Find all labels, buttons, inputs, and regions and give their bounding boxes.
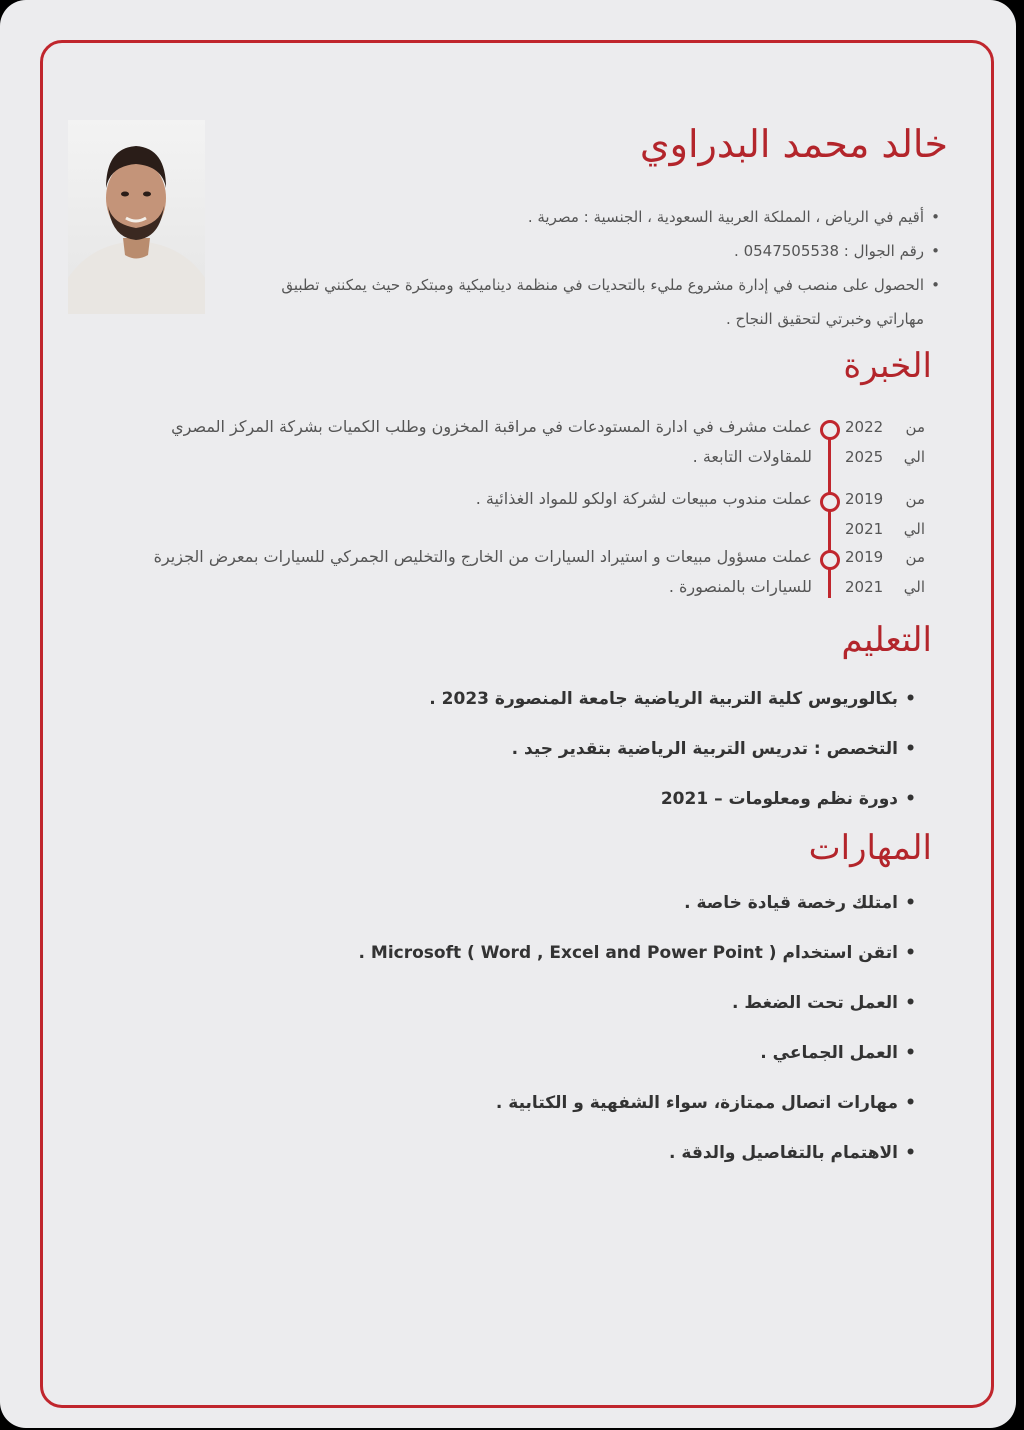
to-year: 2025 (845, 448, 884, 466)
experience-item (100, 412, 930, 476)
skills-title: المهارات (808, 828, 932, 868)
to-label: الي (903, 520, 925, 538)
experience-title: الخبرة (843, 346, 932, 386)
timeline-dot (820, 550, 840, 570)
to-label: الي (903, 448, 925, 466)
from-year: 2022 (845, 418, 884, 436)
education-title: التعليم (841, 620, 932, 660)
from-label: من (905, 418, 925, 436)
experience-description: عملت مسؤول مبيعات و استيراد السيارات من الخارج والتخليص الجمركي للسيارات بمعرض الجزيرة للسيارات بالمنصورة . (153, 547, 812, 596)
list-item: • اتقن استخدام Microsoft ( Word , Excel and Power Point ) . (266, 938, 916, 988)
experience-description: عملت مندوب مبيعات لشركة اولكو للمواد الغذائية . (475, 489, 812, 508)
timeline-dot (820, 420, 840, 440)
experience-description: عملت مشرف في ادارة المستودعات في مراقبة المخزون وطلب الكميات بشركة المركز المصري للمقاولات التابعة . (171, 417, 812, 466)
experience-item (100, 484, 930, 548)
from-year: 2019 (845, 490, 884, 508)
timeline-dot (820, 492, 840, 512)
list-item: • العمل تحت الضغط . (266, 988, 916, 1038)
experience-dates (845, 484, 925, 544)
experience-dates (845, 412, 925, 472)
experience-dates (845, 542, 925, 602)
to-year: 2021 (845, 520, 884, 538)
profile-photo (68, 120, 205, 314)
experience-item (100, 542, 930, 606)
list-item: • العمل الجماعي . (266, 1038, 916, 1088)
list-item: • بكالوريوس كلية التربية الرياضية جامعة المنصورة 2023 . (266, 684, 916, 734)
info-location: • أقيم في الرياض ، المملكة العربية السعودية ، الجنسية : مصرية . (240, 200, 940, 234)
info-phone: • رقم الجوال : 0547505538 . (240, 234, 940, 268)
list-item: • الاهتمام بالتفاصيل والدقة . (266, 1138, 916, 1188)
list-item: • دورة نظم ومعلومات – 2021 (266, 784, 916, 834)
skills-list (266, 888, 916, 1188)
list-item: • التخصص : تدريس التربية الرياضية بتقدير جيد . (266, 734, 916, 784)
person-name: خالد محمد البدراوي (639, 122, 948, 166)
list-item: • امتلك رخصة قيادة خاصة . (266, 888, 916, 938)
from-label: من (905, 548, 925, 566)
from-label: من (905, 490, 925, 508)
to-year: 2021 (845, 578, 884, 596)
list-item: • مهارات اتصال ممتازة، سواء الشفهية و الكتابية . (266, 1088, 916, 1138)
contact-info (240, 200, 940, 336)
education-list (266, 684, 916, 834)
from-year: 2019 (845, 548, 884, 566)
info-objective: • الحصول على منصب في إدارة مشروع مليء بالتحديات في منظمة ديناميكية ومبتكرة حيث يمكنني تطبيق مهاراتي وخبرتي لتحقيق النجاح . (240, 268, 940, 336)
to-label: الي (903, 578, 925, 596)
